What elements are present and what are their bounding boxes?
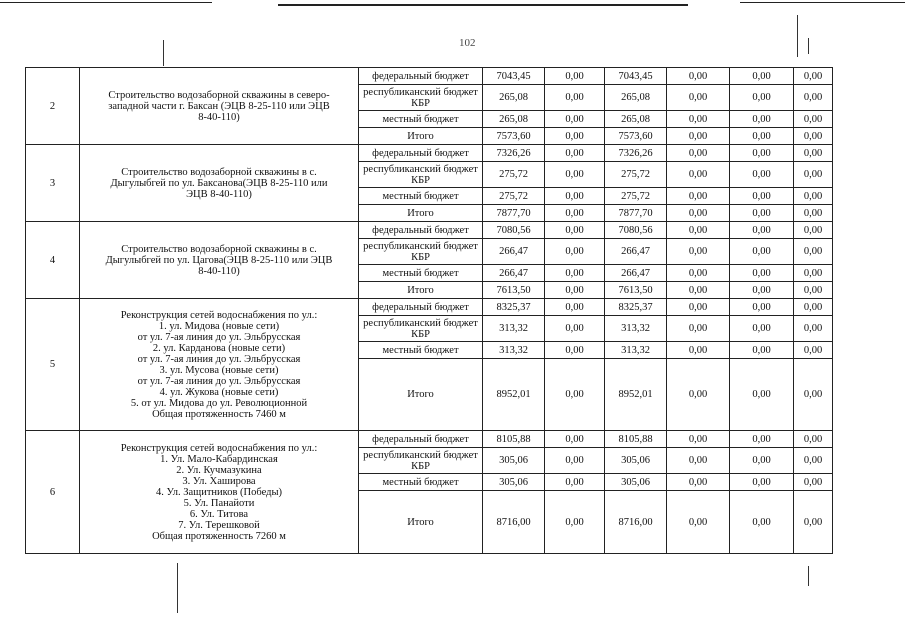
amount-cell: 313,32 (605, 342, 667, 359)
amount-cell: 0,00 (667, 299, 730, 316)
amount-cell: 0,00 (730, 282, 794, 299)
row-number: 4 (26, 222, 80, 299)
amount-cell: 0,00 (794, 188, 833, 205)
scan-vertical-mark (163, 40, 164, 66)
amount-cell: 0,00 (730, 299, 794, 316)
amount-cell: 0,00 (730, 162, 794, 188)
scan-vertical-mark (808, 38, 809, 54)
amount-cell: 0,00 (667, 145, 730, 162)
amount-cell: 0,00 (667, 491, 730, 554)
amount-cell: 7613,50 (483, 282, 545, 299)
amount-cell: 305,06 (483, 474, 545, 491)
scan-vertical-mark (808, 566, 809, 586)
amount-cell: 313,32 (483, 342, 545, 359)
amount-cell: 0,00 (667, 188, 730, 205)
amount-cell: 0,00 (667, 239, 730, 265)
description-line: 8-40-110) (198, 111, 240, 123)
amount-cell: 8105,88 (605, 431, 667, 448)
amount-cell: 7877,70 (605, 205, 667, 222)
funding-source: республиканский бюджет КБР (359, 162, 483, 188)
amount-cell: 0,00 (545, 448, 605, 474)
table-row (26, 431, 833, 448)
amount-cell: 0,00 (667, 128, 730, 145)
row-number: 2 (26, 68, 80, 145)
amount-cell: 0,00 (545, 111, 605, 128)
amount-cell: 0,00 (545, 491, 605, 554)
amount-cell: 0,00 (794, 448, 833, 474)
amount-cell: 0,00 (730, 359, 794, 431)
amount-cell: 0,00 (794, 128, 833, 145)
amount-cell: 0,00 (667, 448, 730, 474)
amount-cell: 0,00 (667, 282, 730, 299)
amount-cell: 0,00 (667, 85, 730, 111)
description-line: Общая протяженность 7260 м (152, 530, 286, 542)
amount-cell: 0,00 (730, 145, 794, 162)
amount-cell: 0,00 (730, 128, 794, 145)
description-line: от ул. 7-ая линия до ул. Эльбрусская (137, 353, 301, 365)
amount-cell: 0,00 (794, 491, 833, 554)
scan-top-line-left (0, 2, 212, 3)
description-line: Строительство водозаборной скважины в северо- (108, 89, 330, 101)
description-line: 8-40-110) (198, 265, 240, 277)
amount-cell: 265,08 (483, 111, 545, 128)
amount-cell: 8105,88 (483, 431, 545, 448)
amount-cell: 0,00 (730, 239, 794, 265)
amount-cell: 7080,56 (605, 222, 667, 239)
amount-cell: 7877,70 (483, 205, 545, 222)
row-number: 5 (26, 299, 80, 431)
amount-cell: 0,00 (730, 316, 794, 342)
amount-cell: 0,00 (730, 111, 794, 128)
amount-cell: 0,00 (794, 265, 833, 282)
funding-source: республиканский бюджет КБР (359, 239, 483, 265)
amount-cell: 0,00 (730, 474, 794, 491)
project-description (80, 431, 359, 554)
amount-cell: 8952,01 (605, 359, 667, 431)
amount-cell: 305,06 (605, 448, 667, 474)
amount-cell: 0,00 (730, 188, 794, 205)
scan-top-line-mid (278, 4, 688, 6)
amount-cell: 0,00 (545, 359, 605, 431)
amount-cell: 0,00 (794, 222, 833, 239)
amount-cell: 8325,37 (605, 299, 667, 316)
funding-source: федеральный бюджет (359, 68, 483, 85)
description-line: 2. Ул. Кучмазукина (176, 464, 262, 476)
description-line: Строительство водозаборной скважины в с. (121, 166, 317, 178)
amount-cell: 266,47 (483, 265, 545, 282)
amount-cell: 8952,01 (483, 359, 545, 431)
amount-cell: 0,00 (794, 111, 833, 128)
description-line: 6. Ул. Титова (189, 508, 249, 520)
page-number: 102 (459, 37, 476, 49)
amount-cell: 275,72 (483, 188, 545, 205)
description-line: 7. Ул. Терешковой (178, 519, 260, 531)
funding-source: местный бюджет (359, 111, 483, 128)
amount-cell: 0,00 (545, 205, 605, 222)
description-line: 5. от ул. Мидова до ул. Революционной (130, 397, 308, 409)
funding-source: республиканский бюджет КБР (359, 448, 483, 474)
description-line: Реконструкция сетей водоснабжения по ул.: (120, 442, 318, 454)
amount-cell: 0,00 (667, 205, 730, 222)
scan-top-line-right (740, 2, 905, 3)
row-number: 3 (26, 145, 80, 222)
table-row (26, 222, 833, 239)
description-line: от ул. 7-ая линия до ул. Эльбрусская (137, 375, 301, 387)
project-description (80, 299, 359, 431)
amount-cell: 0,00 (794, 162, 833, 188)
funding-source: Итого (359, 128, 483, 145)
amount-cell: 313,32 (605, 316, 667, 342)
amount-cell: 7326,26 (483, 145, 545, 162)
amount-cell: 8325,37 (483, 299, 545, 316)
description-line: западной части г. Баксан (ЭЦВ 8-25-110 или ЭЦВ (108, 100, 330, 112)
amount-cell: 7080,56 (483, 222, 545, 239)
amount-cell: 275,72 (483, 162, 545, 188)
amount-cell: 0,00 (545, 128, 605, 145)
amount-cell: 0,00 (794, 316, 833, 342)
amount-cell: 0,00 (667, 222, 730, 239)
description-line: 3. ул. Мусова (новые сети) (159, 364, 279, 376)
funding-source: федеральный бюджет (359, 222, 483, 239)
budget-table (25, 67, 833, 554)
amount-cell: 305,06 (483, 448, 545, 474)
description-line: Дыгулыбгей по ул. Баксанова(ЭЦВ 8-25-110 или (110, 177, 328, 189)
amount-cell: 0,00 (545, 85, 605, 111)
amount-cell: 0,00 (667, 265, 730, 282)
amount-cell: 0,00 (545, 68, 605, 85)
amount-cell: 266,47 (605, 239, 667, 265)
project-description (80, 222, 359, 299)
amount-cell: 7573,60 (605, 128, 667, 145)
scan-vertical-mark (177, 563, 178, 613)
amount-cell: 0,00 (794, 342, 833, 359)
funding-source: местный бюджет (359, 474, 483, 491)
amount-cell: 0,00 (667, 68, 730, 85)
amount-cell: 0,00 (794, 239, 833, 265)
amount-cell: 0,00 (545, 299, 605, 316)
funding-source: Итого (359, 359, 483, 431)
description-line: 5. Ул. Панайоти (183, 497, 255, 509)
description-line: ЭЦВ 8-40-110) (186, 188, 252, 200)
description-line: 1. Ул. Мало-Кабардинская (160, 453, 278, 465)
row-number: 6 (26, 431, 80, 554)
description-line: 2. ул. Карданова (новые сети) (152, 342, 286, 354)
amount-cell: 313,32 (483, 316, 545, 342)
amount-cell: 266,47 (605, 265, 667, 282)
amount-cell: 7043,45 (605, 68, 667, 85)
amount-cell: 0,00 (545, 474, 605, 491)
amount-cell: 0,00 (730, 85, 794, 111)
amount-cell: 0,00 (667, 431, 730, 448)
amount-cell: 7326,26 (605, 145, 667, 162)
amount-cell: 0,00 (794, 431, 833, 448)
description-line: 4. Ул. Защитников (Победы) (155, 486, 283, 498)
amount-cell: 0,00 (730, 491, 794, 554)
amount-cell: 0,00 (730, 265, 794, 282)
funding-source: местный бюджет (359, 342, 483, 359)
amount-cell: 275,72 (605, 188, 667, 205)
amount-cell: 0,00 (545, 162, 605, 188)
amount-cell: 0,00 (545, 431, 605, 448)
project-description (80, 68, 359, 145)
funding-source: республиканский бюджет КБР (359, 316, 483, 342)
description-line: 4. ул. Жукова (новые сети) (159, 386, 279, 398)
amount-cell: 0,00 (667, 474, 730, 491)
amount-cell: 0,00 (730, 448, 794, 474)
amount-cell: 0,00 (545, 316, 605, 342)
description-line: 1. ул. Мидова (новые сети) (158, 320, 280, 332)
amount-cell: 0,00 (794, 282, 833, 299)
amount-cell: 0,00 (545, 145, 605, 162)
amount-cell: 0,00 (794, 205, 833, 222)
description-line: Дыгулыбгей по ул. Цагова(ЭЦВ 8-25-110 или ЭЦВ (105, 254, 333, 266)
amount-cell: 266,47 (483, 239, 545, 265)
amount-cell: 0,00 (730, 342, 794, 359)
funding-source: Итого (359, 491, 483, 554)
amount-cell: 0,00 (730, 68, 794, 85)
funding-source: федеральный бюджет (359, 431, 483, 448)
description-line: 3. Ул. Хаширова (182, 475, 256, 487)
amount-cell: 7573,60 (483, 128, 545, 145)
amount-cell: 305,06 (605, 474, 667, 491)
description-line: от ул. 7-ая линия до ул. Эльбрусская (137, 331, 301, 343)
scan-vertical-mark (797, 15, 798, 57)
amount-cell: 7043,45 (483, 68, 545, 85)
amount-cell: 0,00 (730, 222, 794, 239)
amount-cell: 0,00 (545, 188, 605, 205)
amount-cell: 265,08 (483, 85, 545, 111)
amount-cell: 0,00 (667, 342, 730, 359)
amount-cell: 0,00 (545, 265, 605, 282)
funding-source: федеральный бюджет (359, 145, 483, 162)
amount-cell: 0,00 (794, 68, 833, 85)
amount-cell: 0,00 (667, 162, 730, 188)
amount-cell: 8716,00 (483, 491, 545, 554)
description-line: Общая протяженность 7460 м (152, 408, 286, 420)
project-description (80, 145, 359, 222)
funding-source: федеральный бюджет (359, 299, 483, 316)
table-row (26, 68, 833, 85)
amount-cell: 265,08 (605, 111, 667, 128)
amount-cell: 0,00 (730, 205, 794, 222)
amount-cell: 0,00 (730, 431, 794, 448)
amount-cell: 8716,00 (605, 491, 667, 554)
amount-cell: 0,00 (545, 342, 605, 359)
funding-source: Итого (359, 205, 483, 222)
amount-cell: 0,00 (667, 316, 730, 342)
funding-source: местный бюджет (359, 188, 483, 205)
funding-source: республиканский бюджет КБР (359, 85, 483, 111)
amount-cell: 0,00 (794, 85, 833, 111)
amount-cell: 0,00 (794, 359, 833, 431)
amount-cell: 265,08 (605, 85, 667, 111)
amount-cell: 0,00 (545, 282, 605, 299)
amount-cell: 275,72 (605, 162, 667, 188)
description-line: Реконструкция сетей водоснабжения по ул.: (120, 309, 318, 321)
table-row (26, 299, 833, 316)
amount-cell: 0,00 (794, 299, 833, 316)
amount-cell: 0,00 (545, 239, 605, 265)
amount-cell: 0,00 (667, 359, 730, 431)
amount-cell: 0,00 (667, 111, 730, 128)
amount-cell: 7613,50 (605, 282, 667, 299)
funding-source: местный бюджет (359, 265, 483, 282)
amount-cell: 0,00 (545, 222, 605, 239)
amount-cell: 0,00 (794, 145, 833, 162)
funding-source: Итого (359, 282, 483, 299)
description-line: Строительство водозаборной скважины в с. (121, 243, 317, 255)
amount-cell: 0,00 (794, 474, 833, 491)
table-row (26, 145, 833, 162)
